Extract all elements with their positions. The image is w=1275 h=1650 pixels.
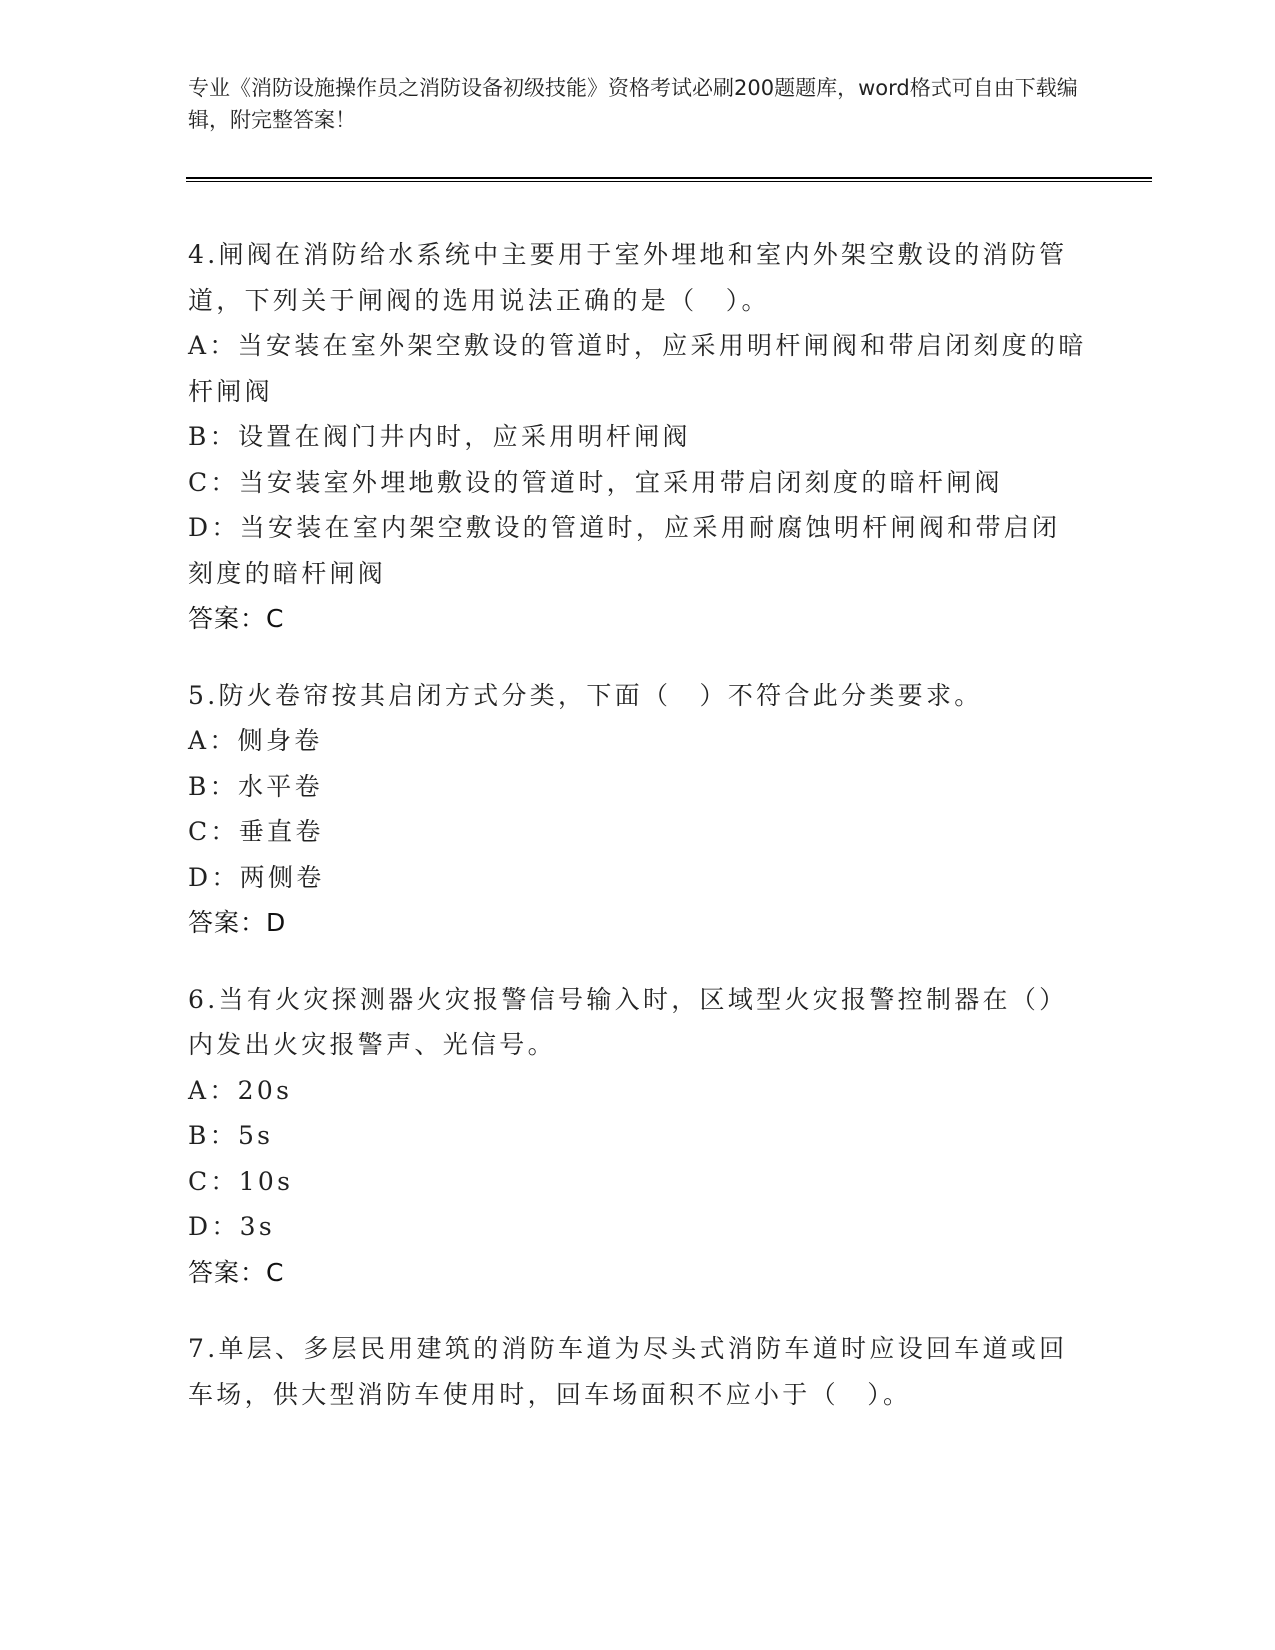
question-5	[188, 673, 1088, 946]
option-a: A：侧身卷	[188, 726, 323, 755]
header-divider-thin	[186, 181, 1152, 182]
question-stem: 6.当有火灾探测器火灾报警信号输入时，区域型火灾报警控制器在（）内发出火灾报警声、光信号。	[188, 984, 1068, 1059]
option-d: D：当安装在室内架空敷设的管道时，应采用耐腐蚀明杆闸阀和带启闭刻度的暗杆闸阀	[188, 513, 1061, 588]
answer-line: 答案：C	[188, 1257, 285, 1287]
option-a: A：当安装在室外架空敷设的管道时，应采用明杆闸阀和带启闭刻度的暗杆闸阀	[188, 331, 1087, 406]
header-divider-thick	[186, 177, 1152, 179]
answer-line: 答案：D	[188, 908, 287, 937]
answer-line: 答案：C	[188, 604, 285, 633]
option-a: A：20s	[188, 1075, 293, 1105]
document-header	[188, 72, 1088, 136]
option-d: D：3s	[188, 1212, 275, 1241]
option-d: D：两侧卷	[188, 862, 325, 892]
question-list	[188, 232, 1088, 1448]
question-4	[188, 232, 1088, 642]
option-b: B：5s	[188, 1121, 274, 1150]
option-b: B：水平卷	[188, 771, 323, 801]
header-text: 专业《消防设施操作员之消防设备初级技能》资格考试必刷200题题库，word格式可自由下载编辑，附完整答案！	[188, 76, 1078, 132]
option-c: C：当安装室外埋地敷设的管道时，宜采用带启闭刻度的暗杆闸阀	[188, 467, 1003, 497]
option-c: C：10s	[188, 1166, 294, 1196]
question-6	[188, 977, 1088, 1296]
question-stem: 4.闸阀在消防给水系统中主要用于室外埋地和室内外架空敷设的消防管道，下列关于闸阀的选用说法正确的是（ ）。	[188, 240, 1068, 315]
option-c: C：垂直卷	[188, 817, 324, 846]
option-b: B：设置在阀门井内时，应采用明杆闸阀	[188, 422, 691, 451]
question-7	[188, 1326, 1088, 1417]
question-stem: 5.防火卷帘按其启闭方式分类，下面（ ）不符合此分类要求。	[188, 680, 983, 710]
question-stem: 7.单层、多层民用建筑的消防车道为尽头式消防车道时应设回车道或回车场，供大型消防车使用时，回车场面积不应小于（ ）。	[188, 1334, 1068, 1409]
